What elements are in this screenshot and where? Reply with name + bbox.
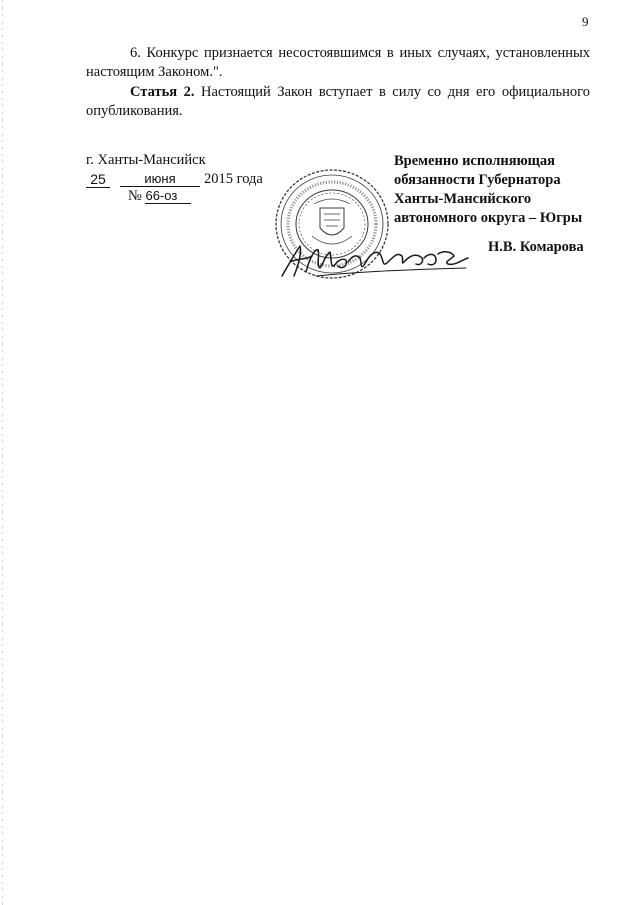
official-title <box>394 152 594 228</box>
signing-date <box>86 171 276 189</box>
signing-month: июня <box>120 171 200 187</box>
article-2-heading: Статья 2. <box>130 84 195 100</box>
official-name: Н.В. Комарова <box>488 239 584 255</box>
signing-year: 2015 года <box>204 171 263 187</box>
signing-place: г. Ханты-Мансийск <box>86 152 206 168</box>
law-number <box>128 188 191 205</box>
official-title-line-3: Ханты-Мансийского <box>394 191 532 207</box>
paragraph-article-2 <box>86 83 590 121</box>
article-2-text: Настоящий Закон вступает в силу со дня его официального опубликования. <box>86 84 590 119</box>
paragraph-item-6: 6. Конкурс признается несостоявшимся в иных случаях, установленных настоящим Законом.". <box>86 45 590 80</box>
signing-day: 25 <box>86 171 110 188</box>
official-title-line-1: Временно исполняющая <box>394 153 556 169</box>
law-number-value: 66-оз <box>145 188 191 204</box>
page-number: 9 <box>582 14 589 29</box>
handwritten-signature <box>276 232 472 282</box>
law-number-label: № <box>128 188 142 204</box>
scan-edge-left <box>2 0 3 905</box>
official-title-line-2: обязанности Губернатора <box>394 172 561 188</box>
official-title-line-4: автономного округа – Югры <box>394 210 583 226</box>
